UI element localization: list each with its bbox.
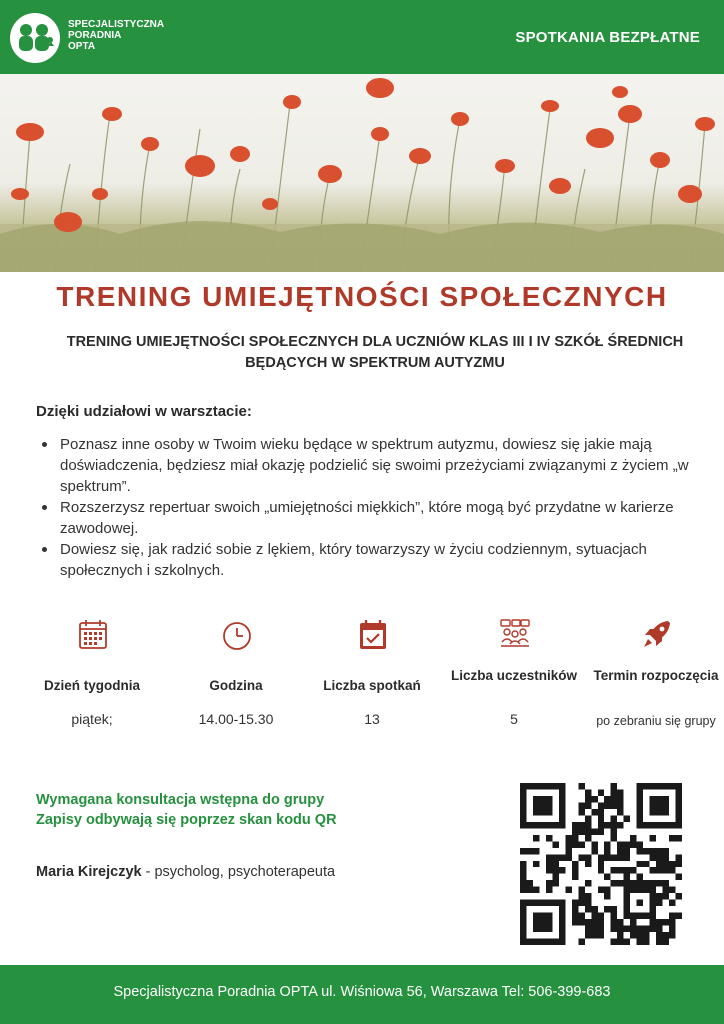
hero-poppy-photo: [0, 74, 724, 272]
info-label: Dzień tygodnia: [43, 678, 140, 693]
info-value: po zebraniu się grupy: [596, 714, 716, 728]
clock-icon: [221, 618, 253, 652]
logo-line: SPECJALISTYCZNA: [68, 19, 165, 30]
info-value: 13: [364, 711, 380, 727]
list-item: Rozszerzysz repertuar swoich „umiejętności miękkich”, które mogą być przydatne w karierze zawodowej.: [60, 497, 700, 539]
calendar-grid-icon: [77, 618, 109, 652]
page-subtitle: TRENING UMIEJĘTNOŚCI SPOŁECZNYCH DLA UCZNIÓW KLAS III I IV SZKÓŁ ŚREDNICH BĘDĄCYCH W SPEKTRUM AUTYZMU: [66, 334, 684, 371]
therapist-role: - psycholog, psychoterapeuta: [141, 864, 336, 880]
info-value: 14.00-15.30: [198, 711, 274, 727]
qr-signup-note: Zapisy odbywają się poprzez skan kodu QR: [36, 812, 337, 828]
info-label: Termin rozpoczęcia: [593, 668, 719, 683]
info-value: 5: [510, 711, 518, 727]
logo-line: OPTA: [68, 41, 96, 52]
list-item: Dowiesz się, jak radzić sobie z lękiem, który towarzyszy w życiu codziennym, sytuacjach społecznych i szkolnych.: [60, 539, 700, 581]
logo-text: [68, 19, 188, 52]
group-meeting-icon: [499, 618, 531, 652]
therapist-info: [36, 864, 335, 880]
header-bar: [0, 0, 724, 74]
list-item: Poznasz inne osoby w Twoim wieku będące w spektrum autyzmu, dowiesz się jakie mają doświadczenia, będziesz miał okazję podzielić się swoimi przeżyciami związanymi z życiem „w spektrum”.: [60, 434, 700, 497]
therapist-name: Maria Kirejczyk: [36, 864, 142, 880]
page-title: TRENING UMIEJĘTNOŚCI SPOŁECZNYCH: [56, 281, 668, 312]
info-row: [20, 618, 719, 748]
benefits-list: [60, 434, 700, 581]
consultation-note: Wymagana konsultacja wstępna do grupy: [36, 792, 325, 808]
info-label: Liczba spotkań: [323, 678, 421, 693]
footer-bar: [0, 965, 724, 1024]
people-logo-icon: [10, 13, 60, 63]
footer-contact: Specjalistyczna Poradnia OPTA ul. Wiśniowa 56, Warszawa Tel: 506-399-683: [113, 984, 611, 1000]
info-label: Godzina: [209, 678, 263, 693]
poppy-field-illustration: [0, 74, 724, 272]
logo-line: PORADNIA: [68, 30, 122, 41]
calendar-check-icon: [357, 618, 389, 652]
opta-logo: [10, 13, 60, 63]
registration-note: [36, 790, 337, 830]
intro-heading: Dzięki udziałowi w warsztacie:: [36, 403, 252, 420]
info-value: piątek;: [71, 711, 113, 727]
qr-code-icon[interactable]: [520, 783, 682, 945]
rocket-icon: [641, 618, 673, 652]
free-meetings-badge: SPOTKANIA BEZPŁATNE: [515, 29, 700, 46]
info-label: Liczba uczestników: [450, 668, 578, 683]
